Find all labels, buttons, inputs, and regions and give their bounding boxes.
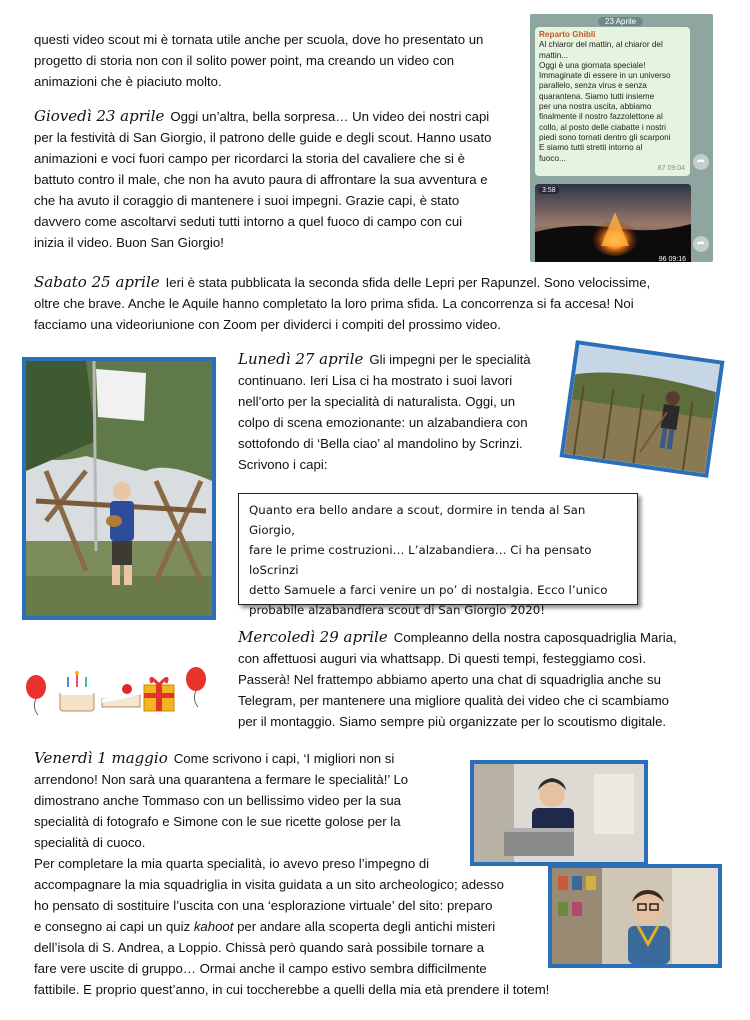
photographer-photo	[470, 760, 648, 866]
quote-line: Quanto era bello andare a scout, dormire in tenda al San Giorgio,	[249, 503, 586, 537]
text-line: arrendono! Non sarà una quarantena a fermare le specialità!’ Lo	[34, 772, 409, 787]
text-line: accompagnare la mia squadriglia in visita guidata a un sito archeologico; adesso	[34, 877, 504, 892]
chat-line: parallelo, senza virus e senza	[539, 81, 647, 91]
quote-line: probabile alzabandiera scout di San Giorgio 2020!	[249, 603, 545, 617]
sabato-entry	[34, 272, 724, 335]
scout-with-mandolin-image	[26, 361, 212, 616]
text-line: questi video scout mi è tornata utile anche per scuola, dove ho presentato un	[34, 32, 484, 47]
text-line: per il montaggio. Siamo sempre più organizzate per lo scoutismo digitale.	[238, 714, 667, 729]
cake-icon	[60, 671, 94, 711]
chat-date-badge: 23 Aprile	[598, 17, 643, 26]
text-line: battuto contro il male, che non ha avuto paura di affrontare la sua avventura e	[34, 172, 488, 187]
chat-line: fuoco...	[539, 153, 566, 163]
text-line: ho pensato di sostituire l’uscita con una ‘esplorazione virtuale’ del sito: preparo	[34, 898, 493, 913]
text-line: fattibile. E proprio quest’anno, in cui toccherebbe a quelli della mia età prendere il totem!	[34, 982, 550, 997]
text-line: specialità di fotografo e Simone con le sue ricette golose per la	[34, 814, 401, 829]
cake-slice-icon	[102, 684, 140, 707]
quote-line: detto Samuele a farci venire un po’ di nostalgia. Ecco l’unico	[249, 583, 608, 597]
video-meta: 96 09:16	[658, 256, 686, 262]
entry-heading: Mercoledì 29 aprile	[238, 628, 388, 646]
text-line: inizia il video. Buon San Giorgio!	[34, 235, 224, 250]
text-line: continuano. Ieri Lisa ci ha mostrato i suoi lavori	[238, 373, 513, 388]
text-line: con affettuosi auguri via whattsapp. Di questi tempi, festeggiamo così.	[238, 651, 647, 666]
chat-line: E siamo tutti stretti intorno al	[539, 143, 643, 153]
chat-sender: Reparto Ghibli	[539, 30, 596, 39]
giovedi-entry	[34, 106, 524, 253]
text-line: Gli impegni per le specialità	[369, 352, 531, 367]
gift-icon	[144, 678, 174, 711]
text-line: Ieri è stata pubblicata la seconda sfida delle Lepri per Rapunzel. Sono velocissime,	[165, 275, 651, 290]
entry-heading: Giovedì 23 aprile	[34, 107, 165, 125]
chat-line: per una nostra uscita, abbiamo	[539, 102, 652, 112]
text-segment: per andare alla scoperta degli antichi misteri	[233, 919, 496, 934]
chat-line: quarantena. Siamo tutti insieme	[539, 91, 655, 101]
chat-message-bubble	[535, 27, 690, 176]
share-icon[interactable]: ➦	[693, 236, 709, 252]
intro-paragraph	[34, 29, 514, 92]
text-line: animazioni e voci fuori campo per ricordarci la storia del cavaliere che si è	[34, 151, 465, 166]
chat-line: mattin...	[539, 50, 569, 60]
text-line: Oggi un’altra, bella sorpresa… Un video dei nostri capi	[170, 109, 490, 124]
telegram-screenshot	[530, 14, 713, 262]
text-line: fare vere uscite di gruppo… Ormai anche il campo estivo sembra difficilmente	[34, 961, 487, 976]
quote-box	[238, 493, 638, 617]
text-line: animazioni che è piaciuto molto.	[34, 74, 222, 89]
balloon-icon	[186, 667, 206, 707]
video-duration: 3:58	[539, 187, 559, 194]
text-line: Per completare la mia quarta specialità, io avevo preso l’impegno di	[34, 856, 430, 871]
mercoledi-entry	[238, 627, 728, 732]
text-line: che ha avuto il coraggio di mantenere i suoi impegni. Grazie capi, è stato	[34, 193, 460, 208]
balloon-icon	[26, 675, 46, 715]
flag-raising-photo	[22, 357, 216, 620]
text-line: Compleanno della nostra caposquadriglia Maria,	[393, 630, 677, 645]
entry-heading: Venerdì 1 maggio	[34, 749, 168, 767]
text-line: dell’isola di S. Andrea, a Loppio. Chissà però quando sarà possibile tornare a	[34, 940, 485, 955]
chat-line: finalmente il nostro fazzolettone al	[539, 112, 663, 122]
boy-with-glasses-image	[552, 868, 718, 964]
text-line: facciamo una videoriunione con Zoom per dividerci i compiti del prossimo video.	[34, 317, 501, 332]
text-line: Come scrivono i capi, ‘I migliori non si	[173, 751, 395, 766]
text-line: Scrivono i capi:	[238, 457, 328, 472]
text-line: davvero come ascoltarvi seduti tutti intorno a quel fuoco di campo con cui	[34, 214, 463, 229]
entry-heading: Lunedì 27 aprile	[238, 350, 364, 368]
girl-in-garden-image	[564, 345, 720, 474]
chat-line: collo, al posto delle ciabatte i nostri	[539, 122, 666, 132]
share-icon[interactable]: ➦	[693, 154, 709, 170]
text-line: oltre che brave. Anche le Aquile hanno completato la loro prima sfida. La concorrenza si fa accesa! Noi	[34, 296, 634, 311]
text-line: nell’orto per la specialità di naturalista. Oggi, un	[238, 394, 516, 409]
cook-photo	[548, 864, 722, 968]
text-line: per la festività di San Giorgio, il patrono delle guide e degli scout. Hanno usato	[34, 130, 492, 145]
text-segment: e consegno ai capi un quiz	[34, 919, 194, 934]
boy-at-laptop-image	[474, 764, 644, 862]
chat-line: Oggi è una giornata speciale!	[539, 60, 646, 70]
text-line: progetto di storia non con il solito power point, ma creando un video con	[34, 53, 455, 68]
chat-line: piedi sono tornati dentro gli scarponi	[539, 132, 671, 142]
entry-heading: Sabato 25 aprile	[34, 273, 160, 291]
lunedi-entry	[238, 349, 558, 475]
text-line: colpo di scena emozionante: un alzabandiera con	[238, 415, 528, 430]
campfire-image	[535, 184, 691, 262]
text-line: sottofondo di ‘Bella ciao’ al mandolino by Scrinzi.	[238, 436, 523, 451]
garden-photo	[560, 340, 725, 478]
chat-bubble-meta: 87 09:04	[657, 164, 685, 172]
text-line: Telegram, per mantenere una migliore qualità dei video che ci scambiamo	[238, 693, 670, 708]
celebration-icons	[22, 665, 217, 720]
text-line: dimostrano anche Tommaso con un bellissimo video per la sua	[34, 793, 402, 808]
text-line: specialità di cuoco.	[34, 835, 146, 850]
chat-line: Al chiaror del mattin, al chiaror del	[539, 40, 663, 50]
text-line: Passerà! Nel frattempo abbiamo aperto una chat di squadriglia anche su	[238, 672, 661, 687]
chat-line: Immaginate di essere in un universo	[539, 71, 671, 81]
kahoot-term: kahoot	[193, 919, 234, 934]
chat-video-thumbnail[interactable]	[535, 184, 691, 262]
quote-line: fare le prime costruzioni… L’alzabandiera… Ci ha pensato loScrinzi	[249, 543, 592, 577]
